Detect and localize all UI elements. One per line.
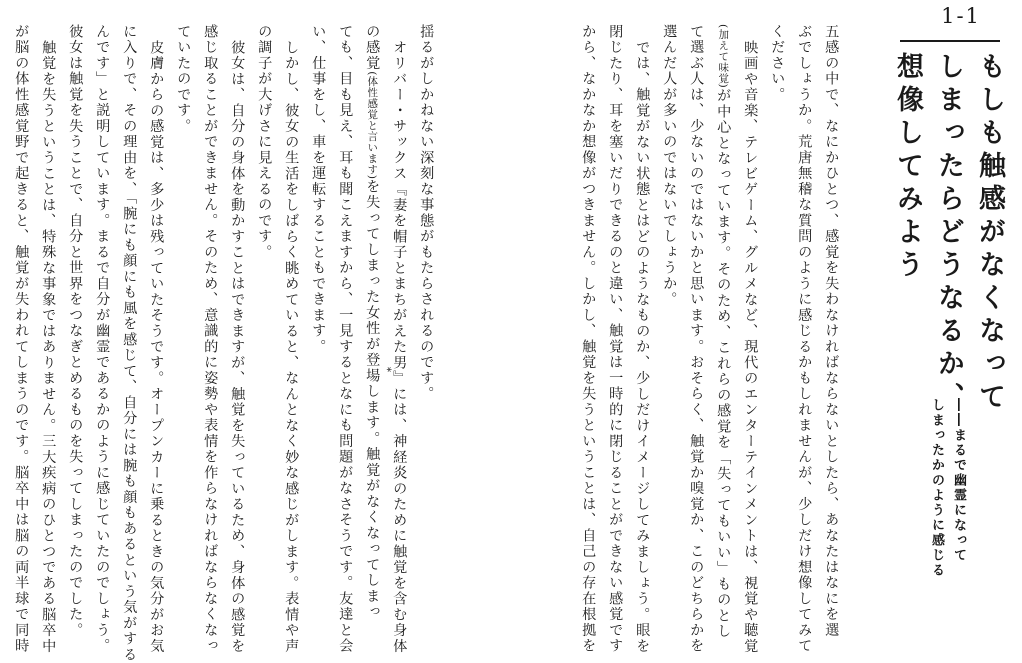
body-line-9: 閉じたり、耳を塞いだりできるのと違い、触覚は一時的に閉じることができない感覚です xyxy=(607,24,624,654)
subtitle-line-1: ――まるで幽霊になって xyxy=(951,398,966,563)
body-line-23: んです」と説明しています。まるで自分が幽霊であるかのように感じていたのでしょう。 xyxy=(94,24,111,654)
body-line-13b: を失ってしまった女性が登場します。触覚がなくなってしまっ xyxy=(364,179,381,621)
body-line-6: て選ぶ人は、少ないのではないかと思います。おそらく、触覚か嗅覚か、このどちらかを xyxy=(688,24,705,654)
title-line-2: しまったらどうなるか、 xyxy=(933,52,964,415)
body-line-16: しかし、彼女の生活をしばらく眺めていると、なんとなく妙な感じがします。表情や声 xyxy=(283,40,300,655)
body-line-20: ていたのです。 xyxy=(175,24,192,135)
title-line-3: 想像してみよう xyxy=(892,52,923,283)
body-line-13b-wrap xyxy=(364,179,393,621)
body-line-14: ても、目も見え、耳も聞こえますから、一見するとなにも問題がなさそうです。友達と会 xyxy=(337,24,354,654)
body-line-10: から、なかなか想像がつきません。しかし、触覚を失うということは、自己の存在根拠を xyxy=(580,24,597,654)
body-line-15: い、仕事をし、車を運転することもできます。 xyxy=(310,24,327,355)
body-line-5 xyxy=(716,24,730,639)
section-number: 1-1 xyxy=(941,4,981,28)
body-line-18: 彼女は、自分の身体を動かすことはできますが、触覚を失っているため、身体の感覚を xyxy=(229,40,246,655)
inline-note: (加えて味覚) xyxy=(717,24,730,89)
body-line-8: では、触覚がない状態とはどのようなものか、少しだけイメージしてみましょう。眼を xyxy=(634,40,651,655)
inline-note: (体性感覚と言います) xyxy=(366,71,379,180)
title-rule xyxy=(900,40,1000,42)
footnote-mark: * xyxy=(381,367,393,373)
body-line-2: ぶでしょうか。荒唐無稽な質問のように感じるかもしれませんが、少しだけ想像してみて xyxy=(796,24,813,654)
body-line-7: 選んだ人が多いのではないでしょうか。 xyxy=(661,24,678,308)
body-line-11: 揺るがしかねない深刻な事態がもたらされるのです。 xyxy=(418,24,435,402)
body-line-4: 映画や音楽、テレビゲーム、グルメなど、現代のエンターテインメントは、視覚や聴覚 xyxy=(742,40,759,655)
body-line-5-text: が中心となっています。そのため、これらの感覚を「失ってもいい」ものとし xyxy=(715,88,732,640)
body-line-3: ください。 xyxy=(769,24,786,103)
body-line-17: の調子が大げさに見えるのです。 xyxy=(256,24,273,261)
body-line-22: に入りで、その理由を、「腕にも顔にも風を感じて、自分には腕も顔もあるという気がする xyxy=(121,24,138,663)
body-line-25: 触覚を失うということは、特殊な事象ではありません。三大疾病のひとつである脳卒中 xyxy=(40,40,57,655)
body-line-13a: の感覚 xyxy=(364,24,381,72)
body-line-21: 皮膚からの感覚は、多少は残っていたそうです。オープンカーに乗るときの気分がお気 xyxy=(148,40,165,655)
body-line-13 xyxy=(364,24,393,621)
title-line-1: もしも触感がなくなって xyxy=(974,52,1005,415)
body-line-12: オリバー・サックス『妻を帽子とまちがえた男』には、神経炎のために触覚を含む身体 xyxy=(391,40,408,655)
body-line-26: が脳の体性感覚野で起きると、触覚が失われてしまうのです。脳卒中は脳の両半球で同時 xyxy=(13,24,30,654)
body-line-24: 彼女は触覚を失うことで、自分と世界をつなぎとめるものを失ってしまったのでした。 xyxy=(67,24,84,639)
body-line-1: 五感の中で、なにかひとつ、感覚を失わなければならないとしたら、あなたはなにを選 xyxy=(823,24,840,639)
subtitle-line-2: しまったかのように感じる xyxy=(929,398,944,578)
body-line-19: 感じ取ることができません。そのため、意識的に姿勢や表情を作らなければならなくなっ xyxy=(202,24,219,654)
